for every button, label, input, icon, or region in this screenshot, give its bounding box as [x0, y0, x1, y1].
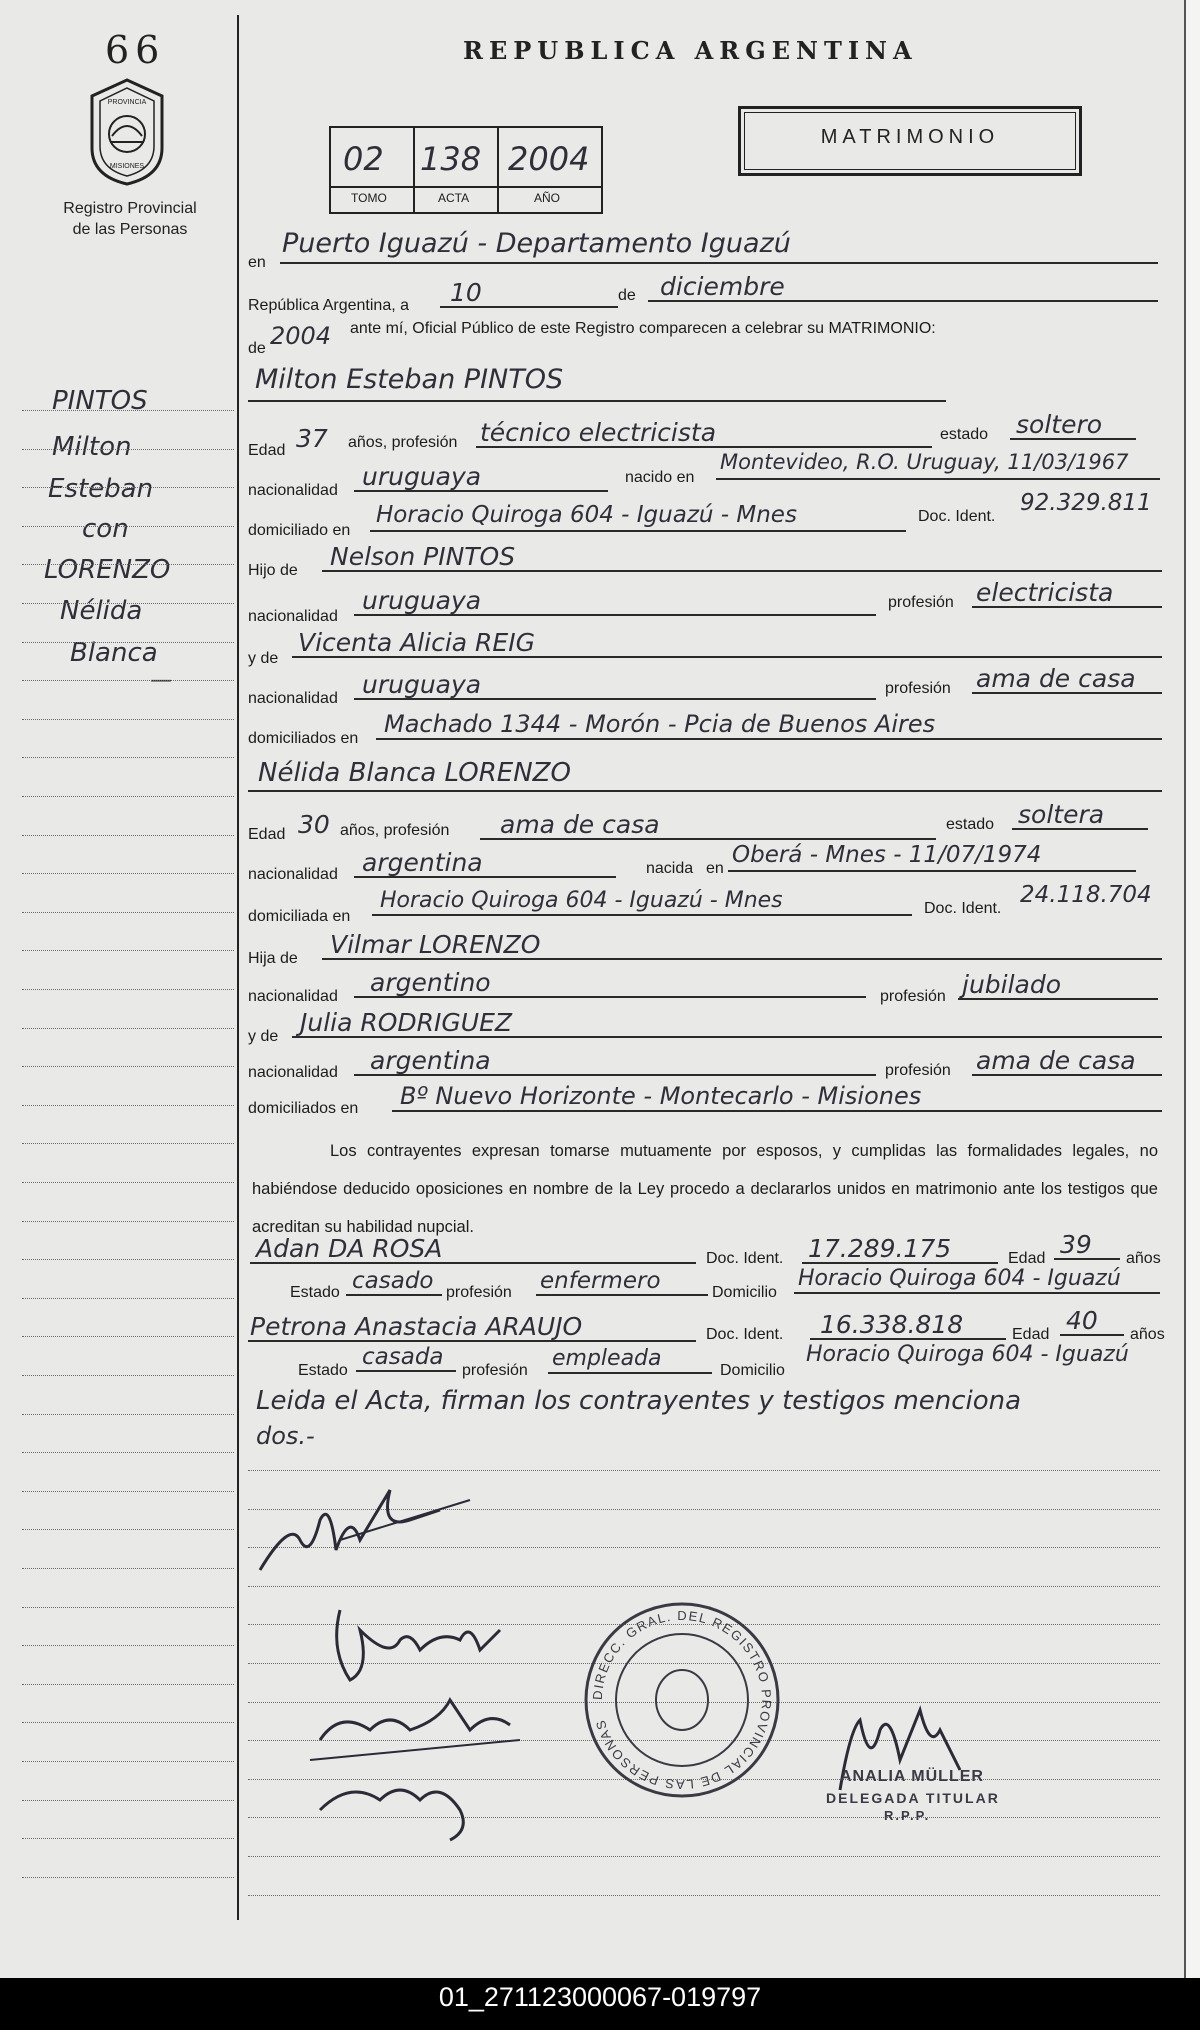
- line-groom-father-nationality: [354, 614, 876, 616]
- line-bride-address: [372, 914, 912, 916]
- label-estado-testigo1: Estado: [290, 1284, 340, 1301]
- label-oficial: ante mí, Oficial Público de este Registro comparecen a celebrar su MATRIMONIO:: [350, 320, 936, 337]
- margin-rule-line: [22, 1259, 234, 1260]
- label-domicilio-testigo2: Domicilio: [720, 1362, 785, 1379]
- registry-round-seal: [582, 1600, 782, 1800]
- label-y-de-novia: y de: [248, 1028, 279, 1045]
- margin-note-name3: Nélida: [60, 596, 143, 626]
- ano-value: 2004: [508, 140, 590, 178]
- witness1-address: Horacio Quiroga 604 - Iguazú: [798, 1266, 1121, 1291]
- label-doc-testigo1: Doc. Ident.: [706, 1250, 784, 1267]
- label-prof-testigo1: profesión: [446, 1284, 512, 1301]
- closing-note-line1: Leida el Acta, firman los contrayentes y testigos menciona: [256, 1386, 1022, 1416]
- groom-mother: Vicenta Alicia REIG: [298, 628, 535, 657]
- label-domiciliado: domiciliado en: [248, 522, 351, 539]
- line-groom-mother-nationality: [354, 698, 876, 700]
- margin-rule-line: [22, 642, 234, 643]
- margin-rule-line: [22, 1722, 234, 1723]
- witness1-doc: 17.289.175: [808, 1234, 952, 1263]
- bride-birthplace: Oberá - Mnes - 11/07/1974: [732, 842, 1042, 868]
- label-nacionalidad-padre: nacionalidad: [248, 608, 338, 625]
- margin-rule-line: [22, 757, 234, 758]
- margin-note-name2: Esteban: [48, 474, 154, 504]
- line-bride-nationality: [354, 876, 616, 878]
- line-witness2-doc: [810, 1338, 1006, 1340]
- acta-label: ACTA: [438, 191, 470, 205]
- label-profesion-padre: profesión: [888, 594, 954, 611]
- value-dia: 10: [450, 278, 482, 307]
- label-en-novia: en: [706, 860, 724, 877]
- margin-rule-line: [22, 1491, 234, 1492]
- witness1-age: 39: [1060, 1230, 1092, 1259]
- margin-rule-line: [22, 1375, 234, 1376]
- margin-rule-line: [22, 1529, 234, 1530]
- margin-rule-line: [22, 1607, 234, 1608]
- line-groom-parents-address: [376, 738, 1162, 740]
- witness1-status: casado: [352, 1268, 434, 1294]
- label-doc-novia: Doc. Ident.: [924, 900, 1002, 917]
- groom-birthplace: Montevideo, R.O. Uruguay, 11/03/1967: [720, 450, 1129, 474]
- line-bride-name: [248, 790, 1162, 792]
- label-edad-testigo2: Edad: [1012, 1326, 1050, 1343]
- line-bride-father-nationality: [354, 996, 866, 998]
- value-ano: 2004: [270, 322, 332, 350]
- bride-parents-address: Bº Nuevo Horizonte - Montecarlo - Misiones: [400, 1082, 922, 1110]
- bride-mother-nationality: argentina: [370, 1046, 491, 1075]
- line-groom-mother-profession: [972, 692, 1162, 694]
- label-domiciliados-novia: domiciliados en: [248, 1100, 359, 1117]
- bride-nationality: argentina: [362, 848, 483, 877]
- tomo-value: 02: [343, 140, 384, 178]
- label-nacido-en: nacido en: [625, 469, 695, 486]
- line-bride-birthplace: [728, 870, 1136, 872]
- line-bride-status: [1012, 828, 1148, 830]
- line-witness2-name: [248, 1340, 696, 1342]
- bride-father: Vilmar LORENZO: [330, 930, 541, 959]
- groom-mother-nationality: uruguaya: [362, 670, 482, 699]
- margin-note-name1: Milton: [52, 432, 132, 462]
- bride-address: Horacio Quiroga 604 - Iguazú - Mnes: [380, 888, 783, 913]
- bride-father-nationality: argentino: [370, 968, 491, 997]
- province-seal-logo: [82, 76, 172, 188]
- margin-rule-line: [22, 1182, 234, 1183]
- margin-rule-line: [22, 410, 234, 411]
- line-dia: [440, 306, 618, 308]
- label-profesion-madre: profesión: [885, 680, 951, 697]
- closing-note-line2: dos.-: [256, 1422, 315, 1450]
- line-witness1-profession: [536, 1294, 708, 1296]
- line-bride-profession: [480, 838, 936, 840]
- bride-civil-status: soltera: [1018, 800, 1105, 829]
- margin-rule-line: [22, 1452, 234, 1453]
- margin-rule-line: [22, 912, 234, 913]
- margin-rule-line: [22, 1414, 234, 1415]
- bride-mother-profession: ama de casa: [976, 1046, 1136, 1075]
- line-bride-mother-nationality: [354, 1074, 876, 1076]
- line-groom-father-profession: [972, 606, 1162, 608]
- label-edad-testigo1: Edad: [1008, 1250, 1046, 1267]
- act-box-divider-2: [497, 126, 499, 212]
- line-bride-mother-profession: [972, 1074, 1162, 1076]
- line-lugar: [280, 262, 1158, 264]
- seal-bottom-text: MISIONES: [109, 163, 145, 170]
- margin-rule-line: [22, 526, 234, 527]
- line-groom-address: [370, 530, 906, 532]
- label-nacionalidad-madre: nacionalidad: [248, 690, 338, 707]
- tomo-label: TOMO: [351, 191, 387, 205]
- signature-rule-line: [248, 1895, 1160, 1896]
- margin-rule-line: [22, 1028, 234, 1029]
- margin-rule-line: [22, 1143, 234, 1144]
- label-nacionalidad-padre-novia: nacionalidad: [248, 988, 338, 1005]
- margin-rule-line: [22, 680, 234, 681]
- groom-name: Milton Esteban PINTOS: [255, 364, 564, 395]
- margin-divider: [237, 15, 239, 1920]
- label-anos-testigo1: años: [1126, 1250, 1161, 1267]
- label-edad: Edad: [248, 442, 286, 459]
- value-lugar: Puerto Iguazú - Departamento Iguazú: [282, 228, 791, 259]
- signature-witness1: [320, 1700, 510, 1740]
- witness2-address: Horacio Quiroga 604 - Iguazú: [806, 1342, 1129, 1367]
- label-estado: estado: [940, 426, 989, 443]
- line-groom-birthplace: [716, 478, 1160, 480]
- bride-age: 30: [298, 810, 330, 839]
- closing-paragraph: Los contrayentes expresan tomarse mutuamente por esposos, y cumplidas las formalidades legales, no habiéndose deducido oposiciones en nombre de la Ley procedo a declararlos unidos en matrimonio ante los testigos que acreditan su habilidad nupcial.: [252, 1142, 1158, 1236]
- margin-rule-line: [22, 449, 234, 450]
- acta-value: 138: [420, 140, 482, 178]
- groom-address: Horacio Quiroga 604 - Iguazú - Mnes: [376, 502, 797, 528]
- signatures: [240, 1480, 620, 1860]
- label-estado-novia: estado: [946, 816, 995, 833]
- margin-note-dash: —: [150, 668, 172, 693]
- margin-note-surname2: LORENZO: [44, 555, 171, 585]
- label-anos-testigo2: años: [1130, 1326, 1165, 1343]
- bride-name: Nélida Blanca LORENZO: [258, 758, 571, 788]
- round-seal-text: DIRECC. GRAL. DEL REGISTRO PROVINCIAL DE LAS PERSONAS: [589, 1607, 775, 1793]
- groom-parents-address: Machado 1344 - Morón - Pcia de Buenos Aires: [384, 710, 936, 738]
- act-box-label-row: [329, 186, 601, 188]
- signature-rule-line: [248, 1470, 1160, 1471]
- line-mes: [648, 300, 1158, 302]
- label-nacionalidad: nacionalidad: [248, 482, 338, 499]
- witness1-name: Adan DA ROSA: [256, 1234, 443, 1263]
- label-de-ano: de: [248, 340, 266, 357]
- witness2-profession: empleada: [552, 1346, 662, 1371]
- country-title: REPUBLICA ARGENTINA: [463, 36, 918, 65]
- label-nacionalidad-madre-novia: nacionalidad: [248, 1064, 338, 1081]
- bride-doc: 24.118.704: [1020, 882, 1152, 908]
- label-anos-prof-novia: años, profesión: [340, 822, 450, 839]
- line-witness1-address: [794, 1292, 1160, 1294]
- label-prof-testigo2: profesión: [462, 1362, 528, 1379]
- label-anos-prof: años, profesión: [348, 434, 458, 451]
- label-de: de: [618, 287, 636, 304]
- signature-groom: [260, 1490, 440, 1570]
- margin-rule-line: [22, 1221, 234, 1222]
- margin-note-name4: Blanca: [70, 638, 158, 668]
- label-domicilio-testigo1: Domicilio: [712, 1284, 777, 1301]
- value-mes: diciembre: [660, 272, 785, 301]
- line-groom-profession: [476, 446, 932, 448]
- line-groom-name: [248, 400, 946, 402]
- line-bride-parents-address: [392, 1110, 1162, 1112]
- bride-mother: Julia RODRIGUEZ: [300, 1008, 513, 1037]
- margin-rule-line: [22, 1066, 234, 1067]
- signature-witness2: [320, 1790, 463, 1840]
- groom-profession: técnico electricista: [480, 418, 717, 447]
- act-box-divider-1: [413, 126, 415, 212]
- label-hijo-de: Hijo de: [248, 562, 298, 579]
- groom-civil-status: soltero: [1016, 410, 1103, 439]
- line-witness2-profession: [548, 1372, 712, 1374]
- line-groom-mother: [292, 656, 1162, 658]
- witness2-name: Petrona Anastacia ARAUJO: [250, 1312, 583, 1341]
- margin-rule-line: [22, 1838, 234, 1839]
- margin-rule-line: [22, 1645, 234, 1646]
- margin-rule-line: [22, 1568, 234, 1569]
- label-domiciliados: domiciliados en: [248, 730, 359, 747]
- margin-rule-line: [22, 1800, 234, 1801]
- witness2-doc: 16.338.818: [820, 1310, 964, 1339]
- line-groom-nationality: [354, 490, 608, 492]
- margin-rule-line: [22, 1761, 234, 1762]
- groom-father-profession: electricista: [976, 578, 1114, 607]
- line-witness2-age: [1060, 1334, 1124, 1336]
- line-witness1-age: [1054, 1258, 1120, 1260]
- label-edad-novia: Edad: [248, 826, 286, 843]
- label-doc-ident: Doc. Ident.: [918, 508, 996, 525]
- label-nacida: nacida: [646, 860, 694, 877]
- ano-label: AÑO: [534, 191, 561, 205]
- label-hija-de: Hija de: [248, 950, 298, 967]
- seal-top-text: PROVINCIA: [107, 99, 147, 106]
- bride-father-profession: jubilado: [962, 970, 1062, 999]
- label-domiciliada: domiciliada en: [248, 908, 351, 925]
- label-nacionalidad-novia: nacionalidad: [248, 866, 338, 883]
- label-estado-testigo2: Estado: [298, 1362, 348, 1379]
- label-doc-testigo2: Doc. Ident.: [706, 1326, 784, 1343]
- margin-rule-line: [22, 1684, 234, 1685]
- margin-rule-line: [22, 835, 234, 836]
- margin-rule-line: [22, 950, 234, 951]
- witness1-profession: enfermero: [540, 1268, 661, 1294]
- act-type-label: MATRIMONIO: [820, 126, 1000, 148]
- groom-age: 37: [296, 424, 328, 453]
- label-republica: República Argentina, a: [248, 297, 409, 314]
- groom-nationality: uruguaya: [362, 462, 482, 491]
- line-groom-status: [1010, 438, 1136, 440]
- officer-name: ANALIA MÜLLER: [840, 1768, 984, 1785]
- margin-rule-line: [22, 564, 234, 565]
- margin-note-con: con: [82, 514, 129, 544]
- line-witness1-status: [346, 1294, 442, 1296]
- officer-title: DELEGADA TITULAR: [826, 1790, 1000, 1806]
- label-en: en: [248, 254, 266, 271]
- line-groom-father: [322, 570, 1162, 572]
- margin-rule-line: [22, 719, 234, 720]
- witness2-age: 40: [1066, 1306, 1098, 1335]
- svg-text:DIRECC. GRAL. DEL REGISTRO PRO: [590, 1608, 774, 1792]
- bride-profession: ama de casa: [500, 810, 660, 839]
- label-profesion-madre-novia: profesión: [885, 1062, 951, 1079]
- label-y-de: y de: [248, 650, 279, 667]
- officer-office: R.P.P.: [884, 1808, 931, 1823]
- footer-caption: 01_271123000067-019797: [438, 1982, 762, 2012]
- margin-note-surname: PINTOS: [52, 386, 148, 416]
- margin-rule-line: [22, 1877, 234, 1878]
- groom-mother-profession: ama de casa: [976, 664, 1136, 693]
- margin-rule-line: [22, 603, 234, 604]
- margin-rule-line: [22, 1105, 234, 1106]
- line-bride-mother: [292, 1036, 1162, 1038]
- witness2-status: casada: [362, 1344, 444, 1370]
- margin-rule-line: [22, 487, 234, 488]
- right-page-edge: [1184, 0, 1200, 1978]
- line-bride-father-profession: [958, 998, 1158, 1000]
- margin-rule-line: [22, 1298, 234, 1299]
- line-bride-father: [322, 958, 1162, 960]
- line-witness1-doc: [802, 1262, 998, 1264]
- margin-rule-line: [22, 989, 234, 990]
- groom-father-nationality: uruguaya: [362, 586, 482, 615]
- sheet-number: 66: [105, 28, 166, 72]
- groom-father: Nelson PINTOS: [330, 542, 516, 571]
- groom-doc: 92.329.811: [1020, 490, 1152, 516]
- signature-bride: [337, 1610, 500, 1680]
- registry-name: Registro Provincial de las Personas: [63, 200, 197, 238]
- margin-rule-line: [22, 873, 234, 874]
- margin-rule-line: [22, 796, 234, 797]
- line-witness1-name: [250, 1262, 696, 1264]
- margin-rule-line: [22, 1336, 234, 1337]
- label-profesion-padre-novia: profesión: [880, 988, 946, 1005]
- line-witness2-status: [356, 1370, 456, 1372]
